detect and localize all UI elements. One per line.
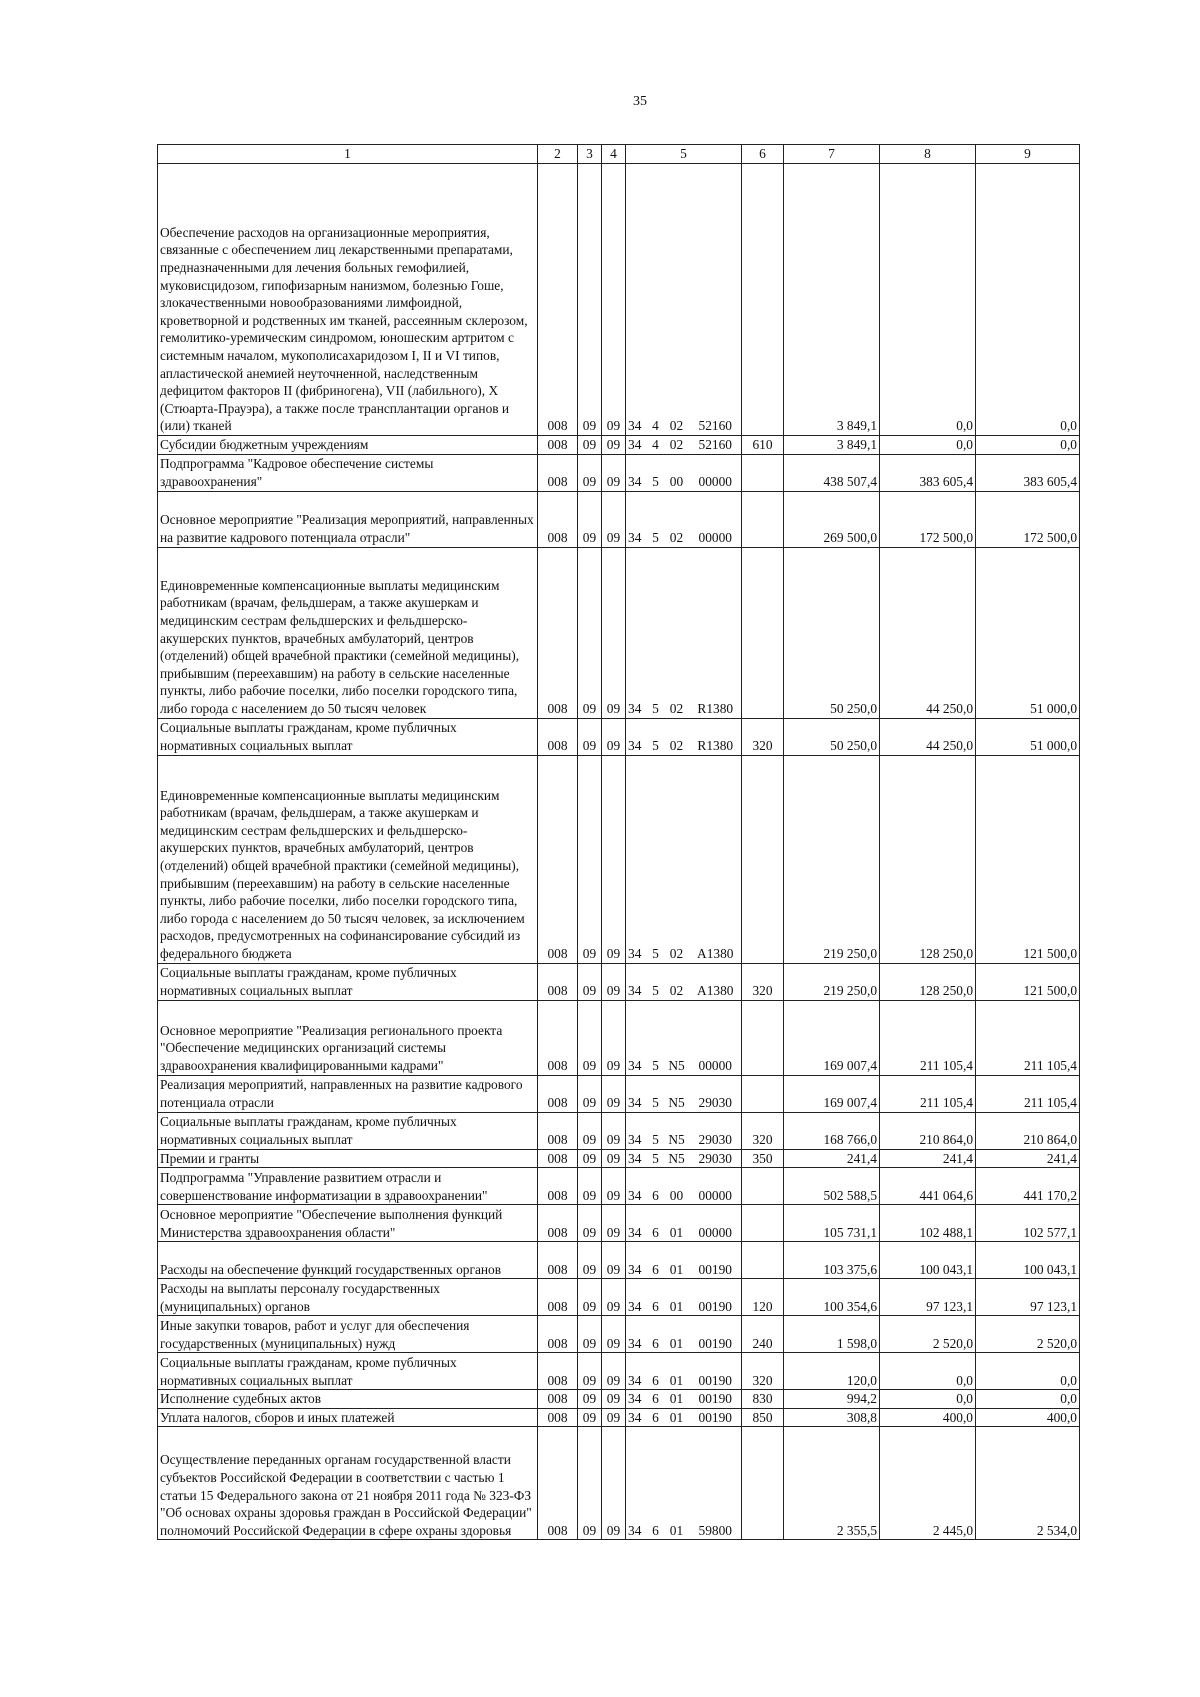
code-section: 09 <box>578 547 602 718</box>
expense-type <box>742 1000 784 1075</box>
code-section: 09 <box>578 1168 602 1205</box>
table-row <box>158 1242 1080 1279</box>
amount-col7: 438 507,4 <box>784 454 880 491</box>
amount-col9: 0,0 <box>976 1390 1080 1409</box>
page-number: 35 <box>633 94 647 109</box>
amount-col9: 0,0 <box>976 436 1080 455</box>
table-row <box>158 755 1080 963</box>
amount-col8: 210 864,0 <box>880 1112 976 1149</box>
row-name: Социальные выплаты гражданам, кроме публичных нормативных социальных выплат <box>158 718 538 755</box>
target-code-program: 34 <box>626 1427 648 1540</box>
target-code-event: N5 <box>664 1075 690 1112</box>
amount-col9: 121 500,0 <box>976 755 1080 963</box>
amount-col8: 0,0 <box>880 436 976 455</box>
target-code-event: N5 <box>664 1000 690 1075</box>
amount-col9: 441 170,2 <box>976 1168 1080 1205</box>
target-code-event: 02 <box>664 755 690 963</box>
amount-col7: 168 766,0 <box>784 1112 880 1149</box>
row-name: Иные закупки товаров, работ и услуг для обеспечения государственных (муниципальных) нужд <box>158 1316 538 1353</box>
header-cell: 5 <box>626 145 742 164</box>
expense-type: 120 <box>742 1279 784 1316</box>
amount-col9: 121 500,0 <box>976 963 1080 1000</box>
target-code-direction: 00000 <box>690 1168 742 1205</box>
header-cell: 2 <box>538 145 578 164</box>
target-code-program: 34 <box>626 1205 648 1242</box>
expense-type <box>742 454 784 491</box>
target-code-event: 01 <box>664 1279 690 1316</box>
target-code-program: 34 <box>626 164 648 436</box>
target-code-subprogram: 6 <box>648 1205 664 1242</box>
target-code-program: 34 <box>626 436 648 455</box>
target-code-subprogram: 6 <box>648 1316 664 1353</box>
target-code-event: 01 <box>664 1242 690 1279</box>
code-ministry: 008 <box>538 547 578 718</box>
row-name: Основное мероприятие "Реализация мероприятий, направленных на развитие кадрового потенциала отрасли" <box>158 491 538 547</box>
code-ministry: 008 <box>538 1390 578 1409</box>
table-row <box>158 1075 1080 1112</box>
row-name: Социальные выплаты гражданам, кроме публичных нормативных социальных выплат <box>158 1112 538 1149</box>
amount-col7: 103 375,6 <box>784 1242 880 1279</box>
table-row <box>158 1279 1080 1316</box>
target-code-program: 34 <box>626 491 648 547</box>
amount-col7: 219 250,0 <box>784 755 880 963</box>
amount-col7: 269 500,0 <box>784 491 880 547</box>
target-code-subprogram: 5 <box>648 1000 664 1075</box>
row-name: Основное мероприятие "Реализация регионального проекта "Обеспечение медицинских организаций системы здравоохранения квалифицированными кадрами" <box>158 1000 538 1075</box>
row-name: Исполнение судебных актов <box>158 1390 538 1409</box>
code-section: 09 <box>578 1427 602 1540</box>
code-subsection: 09 <box>602 1408 626 1427</box>
code-subsection: 09 <box>602 1000 626 1075</box>
code-subsection: 09 <box>602 1149 626 1168</box>
table-row <box>158 1316 1080 1353</box>
amount-col9: 383 605,4 <box>976 454 1080 491</box>
target-code-subprogram: 5 <box>648 454 664 491</box>
expense-type: 350 <box>742 1149 784 1168</box>
row-name: Подпрограмма "Управление развитием отрасли и совершенствование информатизации в здравоохранении" <box>158 1168 538 1205</box>
target-code-program: 34 <box>626 1390 648 1409</box>
target-code-program: 34 <box>626 963 648 1000</box>
target-code-event: N5 <box>664 1149 690 1168</box>
amount-col9: 400,0 <box>976 1408 1080 1427</box>
code-ministry: 008 <box>538 1279 578 1316</box>
code-subsection: 09 <box>602 454 626 491</box>
table-row <box>158 1427 1080 1540</box>
target-code-event: 01 <box>664 1427 690 1540</box>
amount-col8: 172 500,0 <box>880 491 976 547</box>
amount-col8: 128 250,0 <box>880 755 976 963</box>
amount-col7: 241,4 <box>784 1149 880 1168</box>
target-code-subprogram: 6 <box>648 1279 664 1316</box>
budget-table <box>157 144 1080 1540</box>
code-subsection: 09 <box>602 755 626 963</box>
header-cell: 4 <box>602 145 626 164</box>
code-section: 09 <box>578 454 602 491</box>
table-row <box>158 1408 1080 1427</box>
code-section: 09 <box>578 1075 602 1112</box>
amount-col8: 2 520,0 <box>880 1316 976 1353</box>
target-code-program: 34 <box>626 1279 648 1316</box>
amount-col9: 102 577,1 <box>976 1205 1080 1242</box>
row-name: Расходы на обеспечение функций государственных органов <box>158 1242 538 1279</box>
row-name: Социальные выплаты гражданам, кроме публичных нормативных социальных выплат <box>158 1353 538 1390</box>
target-code-subprogram: 6 <box>648 1242 664 1279</box>
code-ministry: 008 <box>538 1316 578 1353</box>
code-section: 09 <box>578 963 602 1000</box>
row-name: Осуществление переданных органам государственной власти субъектов Российской Федерации в соответствии с частью 1 статьи 15 Федерального закона от 21 ноября 2011 года № 323-ФЗ "Об основах охраны здоровья граждан в Российской Федерации" полномочий Российской Федерации в сфере охраны здоровья <box>158 1427 538 1540</box>
target-code-subprogram: 6 <box>648 1427 664 1540</box>
amount-col7: 120,0 <box>784 1353 880 1390</box>
amount-col8: 0,0 <box>880 164 976 436</box>
table-row <box>158 164 1080 436</box>
table-row <box>158 1000 1080 1075</box>
table-row <box>158 491 1080 547</box>
target-code-subprogram: 5 <box>648 1149 664 1168</box>
code-subsection: 09 <box>602 1427 626 1540</box>
amount-col7: 2 355,5 <box>784 1427 880 1540</box>
row-name: Расходы на выплаты персоналу государственных (муниципальных) органов <box>158 1279 538 1316</box>
expense-type: 320 <box>742 1112 784 1149</box>
code-subsection: 09 <box>602 491 626 547</box>
target-code-subprogram: 5 <box>648 963 664 1000</box>
header-cell: 1 <box>158 145 538 164</box>
code-ministry: 008 <box>538 1353 578 1390</box>
amount-col9: 97 123,1 <box>976 1279 1080 1316</box>
target-code-direction: 00000 <box>690 1205 742 1242</box>
amount-col8: 0,0 <box>880 1390 976 1409</box>
target-code-event: 02 <box>664 436 690 455</box>
target-code-event: 01 <box>664 1205 690 1242</box>
code-ministry: 008 <box>538 755 578 963</box>
expense-type: 850 <box>742 1408 784 1427</box>
row-name: Единовременные компенсационные выплаты медицинским работникам (врачам, фельдшерам, а также акушеркам и медицинским сестрам фельдшерских и фельдшерско-акушерских пунктов, врачебных амбулаторий, центров (отделений) общей врачебной практики (семейной медицины), прибывшим (переехавшим) на работу в сельские населенные пункты, либо рабочие поселки, либо поселки городского типа, либо города с населением до 50 тысяч человек <box>158 547 538 718</box>
row-name: Премии и гранты <box>158 1149 538 1168</box>
target-code-event: 01 <box>664 1316 690 1353</box>
target-code-subprogram: 5 <box>648 718 664 755</box>
row-name: Уплата налогов, сборов и иных платежей <box>158 1408 538 1427</box>
code-ministry: 008 <box>538 1149 578 1168</box>
amount-col8: 441 064,6 <box>880 1168 976 1205</box>
amount-col8: 97 123,1 <box>880 1279 976 1316</box>
code-subsection: 09 <box>602 164 626 436</box>
code-ministry: 008 <box>538 1075 578 1112</box>
code-ministry: 008 <box>538 1000 578 1075</box>
target-code-program: 34 <box>626 1149 648 1168</box>
code-section: 09 <box>578 1000 602 1075</box>
target-code-direction: 29030 <box>690 1112 742 1149</box>
code-section: 09 <box>578 1112 602 1149</box>
header-row <box>158 145 1080 164</box>
amount-col9: 211 105,4 <box>976 1075 1080 1112</box>
expense-type: 610 <box>742 436 784 455</box>
amount-col7: 502 588,5 <box>784 1168 880 1205</box>
code-section: 09 <box>578 1279 602 1316</box>
amount-col9: 2 534,0 <box>976 1427 1080 1540</box>
code-subsection: 09 <box>602 547 626 718</box>
target-code-direction: 00190 <box>690 1390 742 1409</box>
amount-col7: 169 007,4 <box>784 1075 880 1112</box>
code-ministry: 008 <box>538 718 578 755</box>
target-code-subprogram: 5 <box>648 755 664 963</box>
target-code-direction: А1380 <box>690 755 742 963</box>
target-code-event: 02 <box>664 718 690 755</box>
amount-col9: 51 000,0 <box>976 718 1080 755</box>
code-subsection: 09 <box>602 718 626 755</box>
code-section: 09 <box>578 436 602 455</box>
target-code-event: 00 <box>664 454 690 491</box>
amount-col7: 50 250,0 <box>784 547 880 718</box>
target-code-subprogram: 4 <box>648 164 664 436</box>
target-code-direction: 00000 <box>690 1000 742 1075</box>
code-section: 09 <box>578 1149 602 1168</box>
table-row <box>158 436 1080 455</box>
row-name: Социальные выплаты гражданам, кроме публичных нормативных социальных выплат <box>158 963 538 1000</box>
target-code-event: 02 <box>664 963 690 1000</box>
amount-col8: 211 105,4 <box>880 1075 976 1112</box>
code-subsection: 09 <box>602 1353 626 1390</box>
amount-col8: 211 105,4 <box>880 1000 976 1075</box>
target-code-program: 34 <box>626 755 648 963</box>
target-code-subprogram: 6 <box>648 1408 664 1427</box>
expense-type <box>742 164 784 436</box>
target-code-direction: R1380 <box>690 718 742 755</box>
target-code-event: 02 <box>664 491 690 547</box>
code-subsection: 09 <box>602 1390 626 1409</box>
amount-col7: 169 007,4 <box>784 1000 880 1075</box>
expense-type <box>742 1427 784 1540</box>
header-cell: 9 <box>976 145 1080 164</box>
table-row <box>158 718 1080 755</box>
code-section: 09 <box>578 1242 602 1279</box>
table-row <box>158 454 1080 491</box>
amount-col8: 102 488,1 <box>880 1205 976 1242</box>
amount-col8: 241,4 <box>880 1149 976 1168</box>
amount-col7: 3 849,1 <box>784 436 880 455</box>
amount-col7: 1 598,0 <box>784 1316 880 1353</box>
amount-col7: 308,8 <box>784 1408 880 1427</box>
code-ministry: 008 <box>538 1427 578 1540</box>
code-subsection: 09 <box>602 1205 626 1242</box>
amount-col8: 2 445,0 <box>880 1427 976 1540</box>
amount-col9: 241,4 <box>976 1149 1080 1168</box>
code-section: 09 <box>578 1205 602 1242</box>
code-subsection: 09 <box>602 1316 626 1353</box>
amount-col8: 128 250,0 <box>880 963 976 1000</box>
target-code-subprogram: 6 <box>648 1168 664 1205</box>
target-code-direction: 00190 <box>690 1316 742 1353</box>
expense-type <box>742 755 784 963</box>
target-code-direction: 00190 <box>690 1353 742 1390</box>
amount-col9: 172 500,0 <box>976 491 1080 547</box>
code-ministry: 008 <box>538 1242 578 1279</box>
row-name: Подпрограмма "Кадровое обеспечение системы здравоохранения" <box>158 454 538 491</box>
target-code-program: 34 <box>626 1075 648 1112</box>
amount-col9: 211 105,4 <box>976 1000 1080 1075</box>
code-ministry: 008 <box>538 1168 578 1205</box>
code-ministry: 008 <box>538 963 578 1000</box>
target-code-program: 34 <box>626 1316 648 1353</box>
amount-col9: 51 000,0 <box>976 547 1080 718</box>
expense-type: 830 <box>742 1390 784 1409</box>
table-row <box>158 1205 1080 1242</box>
code-section: 09 <box>578 1408 602 1427</box>
expense-type: 320 <box>742 718 784 755</box>
row-name: Обеспечение расходов на организационные мероприятия, связанные с обеспечением лиц лекарственными препаратами, предназначенными для лечения больных гемофилией, муковисцидозом, гипофизарным нанизмом, болезнью Гоше, злокачественными новообразованиями лимфоидной, кроветворной и родственных им тканей, рассеянным склерозом, гемолитико-уремическим синдромом, юношеским артритом с системным началом, мукополисахаридозом I, II и VI типов, апластической анемией неуточненной, наследственным дефицитом факторов II (фибриногена), VII (лабильного), X (Стюарта-Прауэра), а также после трансплантации органов и (или) тканей <box>158 164 538 436</box>
header-cell: 3 <box>578 145 602 164</box>
code-section: 09 <box>578 164 602 436</box>
target-code-direction: 00190 <box>690 1242 742 1279</box>
code-subsection: 09 <box>602 1112 626 1149</box>
code-subsection: 09 <box>602 1242 626 1279</box>
target-code-direction: 29030 <box>690 1075 742 1112</box>
amount-col7: 994,2 <box>784 1390 880 1409</box>
amount-col7: 219 250,0 <box>784 963 880 1000</box>
target-code-subprogram: 5 <box>648 547 664 718</box>
code-section: 09 <box>578 1353 602 1390</box>
amount-col8: 400,0 <box>880 1408 976 1427</box>
amount-col7: 50 250,0 <box>784 718 880 755</box>
table-row <box>158 1112 1080 1149</box>
code-subsection: 09 <box>602 963 626 1000</box>
target-code-program: 34 <box>626 1242 648 1279</box>
target-code-event: 01 <box>664 1353 690 1390</box>
target-code-event: 02 <box>664 547 690 718</box>
expense-type: 320 <box>742 963 784 1000</box>
expense-type <box>742 547 784 718</box>
expense-type: 320 <box>742 1353 784 1390</box>
row-name: Основное мероприятие "Обеспечение выполнения функций Министерства здравоохранения области" <box>158 1205 538 1242</box>
table-row <box>158 1390 1080 1409</box>
amount-col9: 0,0 <box>976 1353 1080 1390</box>
table-row <box>158 1149 1080 1168</box>
amount-col9: 100 043,1 <box>976 1242 1080 1279</box>
target-code-event: 00 <box>664 1168 690 1205</box>
expense-type <box>742 1168 784 1205</box>
target-code-program: 34 <box>626 1000 648 1075</box>
target-code-direction: 00190 <box>690 1408 742 1427</box>
code-ministry: 008 <box>538 491 578 547</box>
expense-type <box>742 491 784 547</box>
target-code-subprogram: 6 <box>648 1353 664 1390</box>
header-cell: 6 <box>742 145 784 164</box>
target-code-direction: А1380 <box>690 963 742 1000</box>
table-row <box>158 1168 1080 1205</box>
header-cell: 8 <box>880 145 976 164</box>
amount-col9: 0,0 <box>976 164 1080 436</box>
code-ministry: 008 <box>538 1112 578 1149</box>
code-ministry: 008 <box>538 164 578 436</box>
expense-type: 240 <box>742 1316 784 1353</box>
code-ministry: 008 <box>538 436 578 455</box>
code-subsection: 09 <box>602 1279 626 1316</box>
target-code-program: 34 <box>626 454 648 491</box>
code-section: 09 <box>578 1390 602 1409</box>
table-row <box>158 963 1080 1000</box>
expense-type <box>742 1242 784 1279</box>
target-code-direction: 52160 <box>690 436 742 455</box>
row-name: Субсидии бюджетным учреждениям <box>158 436 538 455</box>
target-code-event: 01 <box>664 1390 690 1409</box>
amount-col9: 2 520,0 <box>976 1316 1080 1353</box>
target-code-subprogram: 5 <box>648 1075 664 1112</box>
target-code-program: 34 <box>626 718 648 755</box>
target-code-direction: 29030 <box>690 1149 742 1168</box>
code-subsection: 09 <box>602 1168 626 1205</box>
code-ministry: 008 <box>538 1205 578 1242</box>
target-code-program: 34 <box>626 1168 648 1205</box>
expense-type <box>742 1205 784 1242</box>
amount-col7: 105 731,1 <box>784 1205 880 1242</box>
target-code-program: 34 <box>626 547 648 718</box>
code-section: 09 <box>578 718 602 755</box>
code-subsection: 09 <box>602 1075 626 1112</box>
target-code-program: 34 <box>626 1408 648 1427</box>
row-name: Единовременные компенсационные выплаты медицинским работникам (врачам, фельдшерам, а также акушеркам и медицинским сестрам фельдшерских и фельдшерско-акушерских пунктов, врачебных амбулаторий, центров (отделений) общей врачебной практики (семейной медицины), прибывшим (переехавшим) на работу в сельские населенные пункты, либо рабочие поселки, либо поселки городского типа, либо города с населением до 50 тысяч человек, за исключением расходов, предусмотренных на софинансирование субсидий из федерального бюджета <box>158 755 538 963</box>
amount-col7: 100 354,6 <box>784 1279 880 1316</box>
amount-col8: 383 605,4 <box>880 454 976 491</box>
target-code-program: 34 <box>626 1112 648 1149</box>
amount-col9: 210 864,0 <box>976 1112 1080 1149</box>
table-row <box>158 1353 1080 1390</box>
amount-col7: 3 849,1 <box>784 164 880 436</box>
target-code-program: 34 <box>626 1353 648 1390</box>
code-section: 09 <box>578 1316 602 1353</box>
target-code-event: 01 <box>664 1408 690 1427</box>
target-code-subprogram: 5 <box>648 491 664 547</box>
target-code-subprogram: 5 <box>648 1112 664 1149</box>
target-code-direction: 00000 <box>690 454 742 491</box>
amount-col8: 44 250,0 <box>880 547 976 718</box>
row-name: Реализация мероприятий, направленных на развитие кадрового потенциала отрасли <box>158 1075 538 1112</box>
target-code-subprogram: 4 <box>648 436 664 455</box>
amount-col8: 44 250,0 <box>880 718 976 755</box>
target-code-event: N5 <box>664 1112 690 1149</box>
target-code-direction: 52160 <box>690 164 742 436</box>
table-row <box>158 547 1080 718</box>
code-section: 09 <box>578 491 602 547</box>
amount-col8: 0,0 <box>880 1353 976 1390</box>
target-code-direction: 00190 <box>690 1279 742 1316</box>
target-code-direction: R1380 <box>690 547 742 718</box>
target-code-direction: 00000 <box>690 491 742 547</box>
code-subsection: 09 <box>602 436 626 455</box>
expense-type <box>742 1075 784 1112</box>
target-code-direction: 59800 <box>690 1427 742 1540</box>
target-code-event: 02 <box>664 164 690 436</box>
amount-col8: 100 043,1 <box>880 1242 976 1279</box>
code-ministry: 008 <box>538 454 578 491</box>
target-code-subprogram: 6 <box>648 1390 664 1409</box>
code-ministry: 008 <box>538 1408 578 1427</box>
header-cell: 7 <box>784 145 880 164</box>
code-section: 09 <box>578 755 602 963</box>
